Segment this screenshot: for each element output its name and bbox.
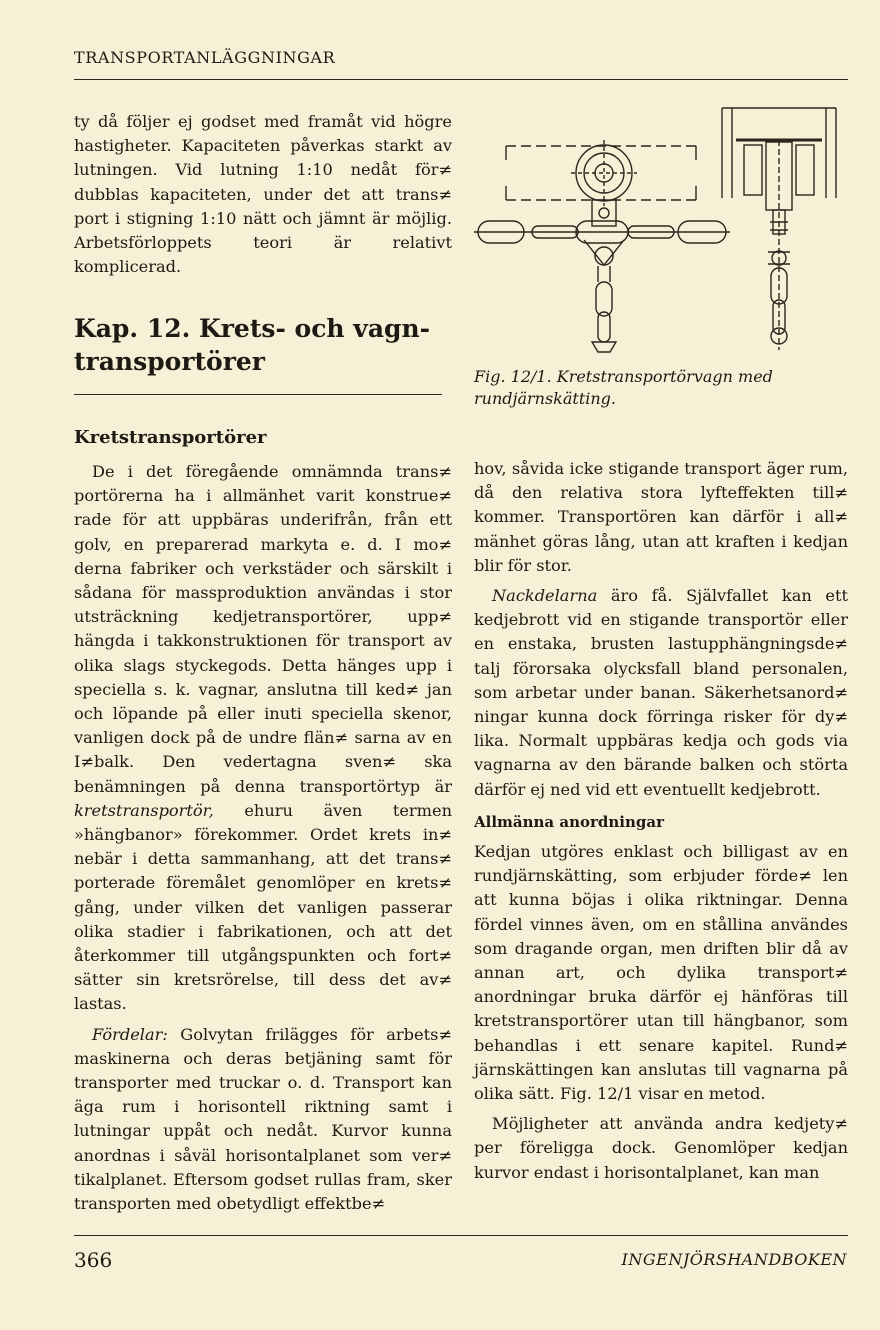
- right-paragraph-4: Möjligheter att använda andra kedjety≠ per föreligga dock. Genomlöper kedjan kurvor endast i horisontalplanet, kan man: [474, 1114, 848, 1182]
- intro-paragraph: ty då följer ej godset med framåt vid högre hastigheter. Kapaciteten påverkas starkt av lutningen. Vid lutning 1:10 nedåt för≠ dubblas kapaciteten, under det att trans≠ port i stigning 1:10 nätt och jämnt är möjlig. Arbetsförloppets teori är relativt komplicerad.: [74, 112, 452, 277]
- left-body: [74, 460, 452, 1216]
- text-run: Golvytan frilägges för arbets≠ maskinerna och deras betjäning samt för transporter med truckar o. d. Transport kan äga rum i horisontell riktning samt i lutningar uppåt och nedåt. Kurvor kunna anordnas i såväl horisontalplanet som ver≠ tikalplanet. Eftersom godset rullas fram, sker transporten med obetydligt effektbe≠: [74, 1024, 452, 1214]
- text-run: De i det föregående omnämnda trans≠ portörerna ha i allmänhet varit konstrue≠ rade för att uppbäras underifrån, från ett golv, en preparerad markyta e. d. I mo≠ derna fabriker och verkstäder och särskilt i sådana för massproduktion användas i stor utsträckning kedjetransportörer, upp≠ hängda i takkonstruktionen för transport av olika slags styckegods. Detta hänges upp i speciella s. k. vagnar, anslutna till ked≠ jan och löpande på eller inuti speciella skenor, vanligen dock på de undre flän≠ sarna av en I≠balk. Den vedertagna sven≠ ska benämningen på denna transportörtyp är: [74, 462, 452, 796]
- page-number: 366: [74, 1248, 113, 1272]
- left-intro: [74, 110, 452, 279]
- body-paragraph-1: [74, 460, 452, 1017]
- right-paragraph-1: hov, såvida icke stigande transport äger rum, då den relativa stora lyfteffekten till≠ kommer. Transportören kan därför i all≠ mänhet göras lång, utan att kraften i kedjan blir för stor.: [474, 459, 848, 575]
- right-paragraph-2: [474, 584, 848, 802]
- right-paragraph-3: Kedjan utgöres enklast och billigast av en rundjärnskätting, som erbjuder förde≠ len att kunna böjas i olika riktningar. Denna fördel vinnes även, om en stållina användes som dragande organ, men driften blir då av annan art, och dylika transport≠ anordningar bruka därför ej hänföras till kretstransportörer utan till hängbanor, som behandlas i ett senare kapitel. Rund≠ järnskättingen kan anslutas till vagnarna på olika sätt. Fig. 12/1 visar en metod.: [474, 842, 848, 1104]
- text-run: äro få. Självfallet kan ett kedjebrott vid en stigande transportör eller en enstaka, brusten lastupphängningsde≠ talj förorsaka olycksfall bland personalen, som arbetar under banan. Säkerhetsanord≠ ningar kunna dock förringa risker för dy≠ lika. Normalt uppbäras kedja och gods via vagnarna av den bärande balken och störta därför ej ned vid ett eventuellt kedjebrott.: [474, 586, 848, 799]
- body-paragraph-2: [74, 1023, 452, 1217]
- book-title: INGENJÖRSHANDBOKEN: [621, 1250, 847, 1269]
- text-run: ehuru även termen »hängbanor» förekommer. Ordet krets in≠ nebär i detta sammanhang, att det trans≠ porterade föremålet genomlöper en krets≠ gång, under vilken det vanligen passerar olika stadier i fabrikationen, och att det återkommer till utgångspunkten och fort≠ sätter sin kretsrörelse, till dess det av≠ lastas.: [74, 800, 452, 1014]
- lead-emphasis: Nackdelarna: [492, 586, 598, 606]
- running-head: TRANSPORTANLÄGGNINGAR: [74, 48, 336, 67]
- section-title: Kretstransportörer: [74, 427, 267, 448]
- footer-rule: [74, 1235, 848, 1236]
- chapter-rule: [74, 394, 442, 395]
- term-emphasis: kretstransportör,: [74, 800, 214, 820]
- lead-emphasis: Fördelar:: [92, 1024, 168, 1044]
- chapter-title: Kap. 12. Krets- och vagn-transportörer: [74, 314, 431, 376]
- header-rule: [74, 79, 848, 80]
- figure-caption: Fig. 12/1. Kretstransportörvagn med rundjärnskätting.: [474, 367, 773, 408]
- chain-trolley-figure: [474, 100, 844, 355]
- subsection-title: Allmänna anordningar: [474, 812, 665, 831]
- right-body: [474, 457, 848, 1185]
